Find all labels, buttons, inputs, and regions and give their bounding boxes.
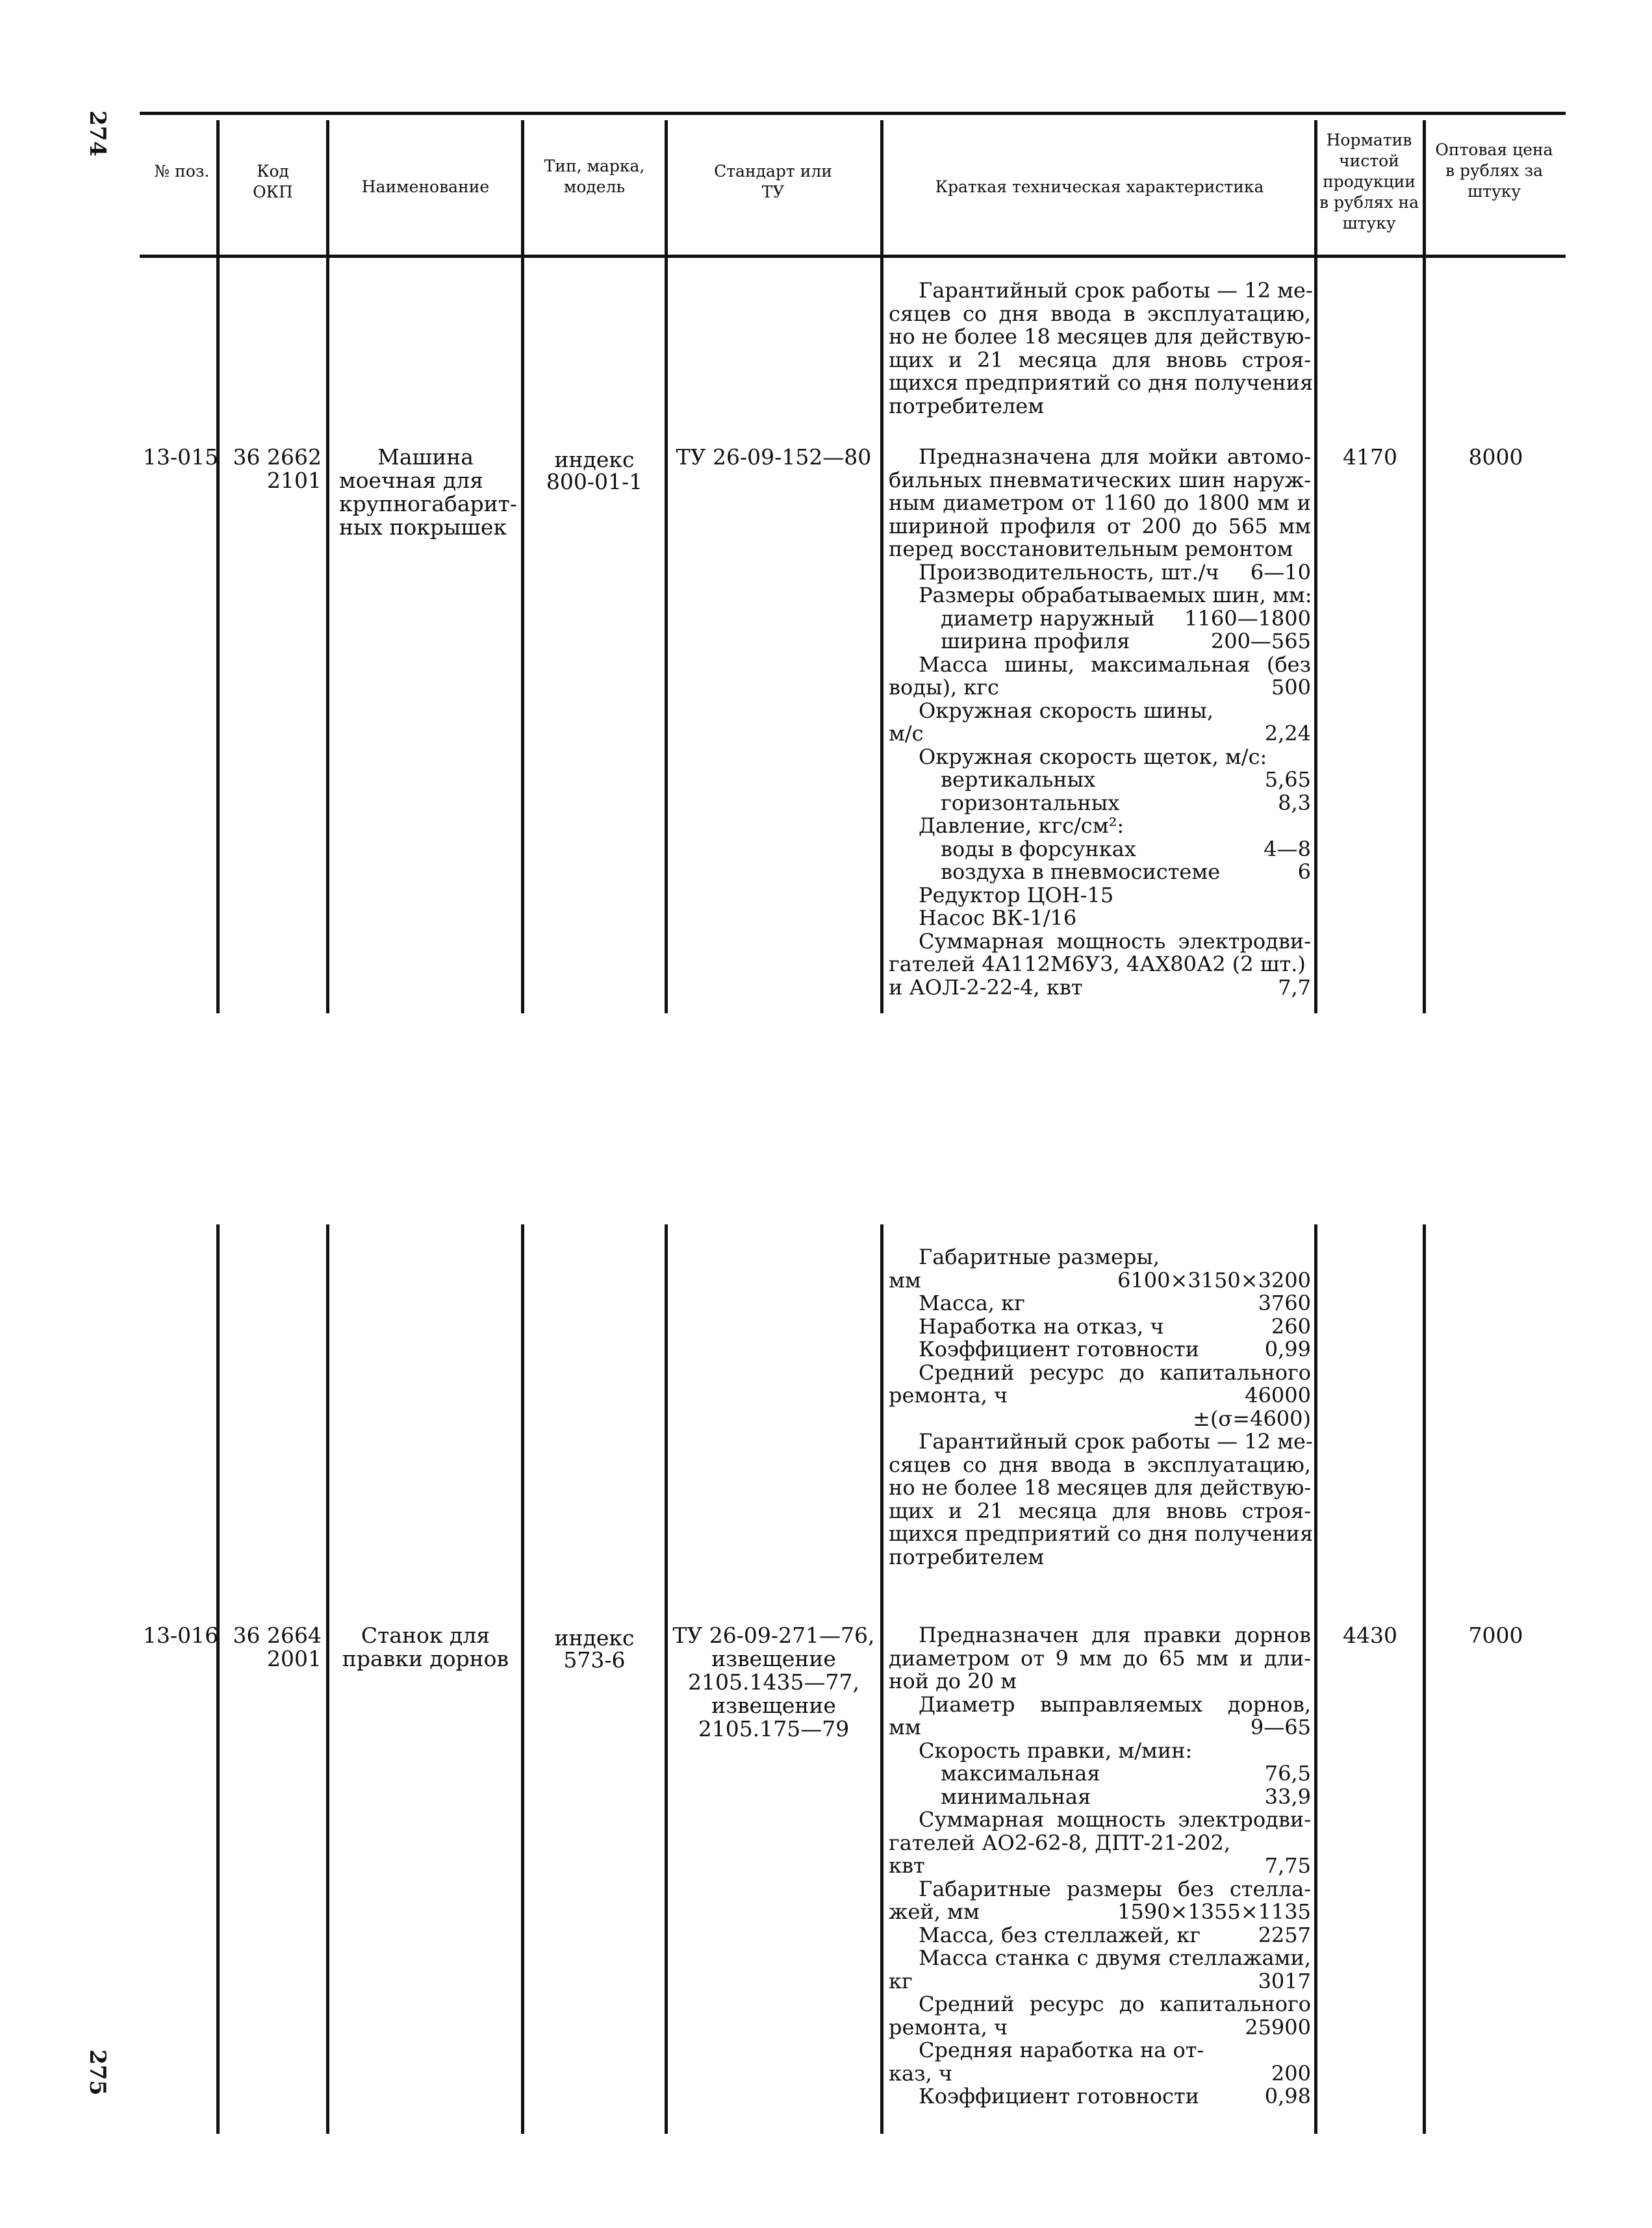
row-okp-line1: 36 2664 [233,1623,322,1648]
description-line: но не более 18 месяцев для действую- [889,324,1312,349]
row-name-line2: моечная для [339,468,483,493]
header-pos: № поз. [154,162,210,181]
spec-value: 46000 [1245,1383,1311,1408]
spec-label: мм [889,1267,921,1293]
tech-description-13-015 [889,446,1311,999]
spec-line [889,1476,1311,1500]
spec-label: Средний ресурс до капитального [919,1360,1311,1385]
row-pos: 13-015 [143,444,219,470]
spec-value: 2257 [1258,1922,1311,1947]
spec-line [889,492,1311,515]
spec-line [889,1546,1311,1569]
description-line: щихся предприятий со дня получения [889,370,1314,395]
spec-value: 6 [1297,859,1311,884]
spec-label: воды в форсунках [941,836,1136,861]
row-price: 7000 [1468,1623,1523,1648]
spec-line [889,1855,1311,1878]
spec-line [889,2039,1311,2062]
spec-value: 200 [1271,2060,1311,2086]
spec-value: 25900 [1245,2014,1311,2040]
spec-label: Масса станка с двумя стеллажами, [919,1945,1311,1970]
spec-value: 33,9 [1264,1784,1311,1809]
spec-line [889,907,1311,930]
row-name-line1: Машина [377,444,474,470]
spec-line [889,1878,1311,1901]
spec-value: ±(σ=4600) [1193,1406,1311,1431]
tech-description-continued [889,1245,1314,1569]
spec-label: Масса, без стеллажей, кг [919,1922,1201,1947]
tech-description-13-016 [889,1624,1311,2108]
spec-line [889,815,1311,838]
row-name-line2: правки дорнов [342,1646,509,1671]
spec-line [889,1384,1311,1408]
spec-label: Суммарная мощность электродви- [919,1807,1311,1832]
spec-label: Средний ресурс до капитального [919,1992,1311,2016]
description-line: щих и 21 месяца для вновь строя- [889,347,1311,372]
tech-description-warranty-1 [889,278,1314,418]
spec-line [889,584,1311,607]
description-line: сяцев со дня ввода в эксплуатацию, [889,301,1311,326]
page-number-left: 274 [84,110,110,157]
spec-line [889,1970,1311,1994]
spec-label: Средняя наработка на от- [919,2038,1204,2062]
spec-line [889,607,1311,631]
spec-label: Гарантийный срок работы — 12 ме- [919,1429,1313,1454]
spec-line [889,1993,1311,2016]
spec-line [889,1246,1311,1269]
spec-line [889,1762,1311,1786]
spec-label: гателей АО2-62-8, ДПТ-21-202, [889,1830,1230,1855]
spec-label: Размеры обрабатываемых шин, мм: [919,583,1312,607]
spec-line [889,746,1311,769]
spec-line [889,2062,1311,2086]
spec-line [889,469,1311,492]
row-type-line1: индекс [554,1625,635,1651]
spec-label: Суммарная мощность электродви- [919,928,1311,954]
row-name-line1: Станок для [361,1623,490,1648]
spec-value: 0,99 [1264,1337,1311,1361]
spec-label: Габаритные размеры, [919,1245,1160,1269]
header-price: Оптовая цена в рублях за штуку [1435,140,1553,201]
spec-label: Производительность, шт./ч [919,559,1219,585]
spec-label: щихся предприятий со дня получения [889,1521,1314,1546]
spec-value: 200—565 [1210,629,1311,653]
spec-line [889,1624,1311,1647]
row-price: 8000 [1468,444,1523,470]
spec-line [889,676,1311,700]
spec-line [889,1924,1311,1947]
spec-value: 7,75 [1264,1853,1311,1878]
spec-label: Габаритные размеры без стелла- [919,1876,1311,1901]
spec-label: горизонтальных [941,790,1120,815]
spec-label: Диаметр выправляемых дорнов, [919,1691,1311,1717]
spec-line [889,1716,1311,1740]
spec-line [889,1647,1311,1671]
spec-line [889,1808,1311,1832]
spec-value: 6—10 [1250,559,1311,585]
spec-line [889,1947,1311,1970]
spec-label: каз, ч [889,2060,953,2086]
spec-value: 3017 [1258,1968,1311,1994]
spec-label: перед восстановительным ремонтом [889,537,1293,561]
spec-value: 1160—1800 [1184,605,1311,631]
spec-label: мм [889,1715,921,1740]
spec-line [889,722,1311,746]
spec-label: ремонта, ч [889,1383,1008,1408]
spec-line [889,1521,1314,1546]
spec-line [889,700,1311,723]
spec-label: ной до 20 м [889,1669,1017,1693]
spec-label: ным диаметром от 1160 до 1800 мм и [889,490,1311,515]
spec-label: квт [889,1853,925,1878]
spec-value: 7,7 [1278,974,1311,1000]
spec-line [889,1786,1311,1809]
spec-value: 2,24 [1264,721,1311,746]
spec-label: ширина профиля [941,629,1130,653]
spec-line [889,1292,1311,1315]
row-okp-line2: 2101 [267,468,322,493]
spec-value: 5,65 [1264,767,1311,792]
spec-line [889,653,1311,677]
spec-line [889,538,1311,561]
spec-label: Давление, кгс/см²: [919,813,1125,838]
row-standard: ТУ 26-09-152—80 [676,444,872,470]
spec-line [889,1740,1311,1763]
spec-value: 76,5 [1264,1761,1311,1786]
spec-value: 0,98 [1264,2084,1311,2108]
spec-label: воды), кгс [889,675,999,700]
spec-line [889,1901,1311,1924]
spec-label: но не более 18 месяцев для действую- [889,1475,1312,1500]
spec-line [889,1338,1311,1361]
spec-line [889,1315,1311,1339]
spec-line [889,976,1311,1000]
spec-line [889,861,1311,884]
header-tech: Краткая техническая характеристика [935,177,1264,196]
spec-label: потребителем [889,1544,1045,1569]
row-standard-line5: 2105.175—79 [698,1716,850,1741]
spec-line [889,1454,1311,1477]
spec-label: ремонта, ч [889,2014,1008,2040]
spec-label: минимальная [941,1784,1091,1809]
row-name-line3: крупногабарит- [339,491,518,516]
row-type-line2: 800-01-1 [546,469,643,494]
description-line: Гарантийный срок работы — 12 ме- [919,278,1313,303]
spec-label: диаметром от 9 мм до 65 мм и дли- [889,1645,1311,1671]
header-top-rule [140,112,1566,115]
spec-line [889,792,1311,815]
spec-line [889,1832,1311,1855]
description-line: потребителем [889,393,1045,418]
row-type-line1: индекс [554,447,635,472]
row-okp-line1: 36 2662 [233,444,322,470]
header-name: Наименование [361,177,490,196]
spec-label: шириной профиля от 200 до 565 мм [889,513,1311,538]
header-type: Тип, марка, модель [544,157,645,196]
row-standard-line3: 2105.1435—77, [688,1669,859,1695]
spec-label: Предназначен для правки дорнов [919,1623,1311,1647]
spec-label: бильных пневматических шин наруж- [889,467,1311,492]
spec-label: Масса, кг [919,1291,1025,1315]
spec-line [889,2085,1311,2108]
spec-line [889,838,1311,861]
spec-line [889,630,1311,653]
spec-label: Масса шины, максимальная (без [919,652,1311,677]
spec-value: 9—65 [1250,1715,1311,1740]
spec-label: Предназначена для мойки автомо- [919,444,1311,469]
spec-line [889,1430,1311,1454]
spec-label: жей, мм [889,1899,980,1924]
spec-label: Окружная скорость щеток, м/с: [919,744,1267,769]
spec-line [889,1361,1311,1385]
spec-label: Коэффициент готовности [919,1337,1199,1361]
row-type-line2: 573-6 [563,1647,626,1673]
row-okp-line2: 2001 [267,1646,322,1671]
spec-label: кг [889,1968,913,1994]
spec-line [889,884,1311,907]
header-norm: Норматив чистой продукции в рублях на штуку [1319,131,1419,233]
spec-label: Коэффициент готовности [919,2084,1199,2108]
spec-line [889,515,1311,538]
spec-value: 6100×3150×3200 [1117,1267,1311,1293]
spec-label: максимальная [941,1761,1100,1786]
spec-line [889,930,1311,954]
spec-line [889,2016,1311,2040]
spec-label: Насос ВК-1/16 [919,905,1077,930]
spec-label: м/с [889,721,924,746]
spec-line [889,768,1311,792]
row-pos: 13-016 [143,1623,219,1648]
spec-line [889,446,1311,469]
spec-label: Скорость правки, м/мин: [919,1738,1193,1763]
spec-line [889,1670,1311,1693]
spec-label: Редуктор ЦОН-15 [919,882,1114,907]
header-standard: Стандарт или ТУ [714,162,832,201]
spec-value: 1590×1355×1135 [1117,1899,1311,1924]
header-okp: Код ОКП [253,162,293,201]
spec-label: гателей 4А112М6У3, 4АХ80А2 (2 шт.) [889,952,1306,976]
spec-line [889,953,1311,976]
spec-value: 8,3 [1278,790,1311,815]
spec-line [889,1693,1311,1717]
header-bottom-rule [140,255,1566,258]
spec-label: сяцев со дня ввода в эксплуатацию, [889,1452,1311,1477]
spec-line [889,1408,1311,1431]
row-norm: 4430 [1343,1623,1397,1648]
spec-label: щих и 21 месяца для вновь строя- [889,1498,1311,1523]
spec-label: вертикальных [941,767,1096,792]
spec-value: 3760 [1258,1291,1311,1315]
spec-line [889,1269,1311,1293]
row-standard-line1: ТУ 26-09-271—76, [672,1623,875,1648]
spec-label: и АОЛ-2-22-4, квт [889,974,1083,1000]
spec-label: диаметр наружный [941,605,1155,631]
spec-line [889,561,1311,585]
row-standard-line4: извещение [711,1693,836,1718]
spec-line [889,1500,1311,1523]
spec-label: воздуха в пневмосистеме [941,859,1221,884]
spec-label: Наработка на отказ, ч [919,1313,1164,1339]
row-norm: 4170 [1343,444,1397,470]
row-name-line4: ных покрышек [339,514,507,540]
row-standard-line2: извещение [711,1646,836,1671]
spec-label: Окружная скорость шины, [919,698,1214,723]
spec-value: 500 [1271,675,1311,700]
spec-value: 4—8 [1264,836,1311,861]
spec-value: 260 [1271,1313,1311,1339]
page-number-right: 275 [84,2049,110,2095]
